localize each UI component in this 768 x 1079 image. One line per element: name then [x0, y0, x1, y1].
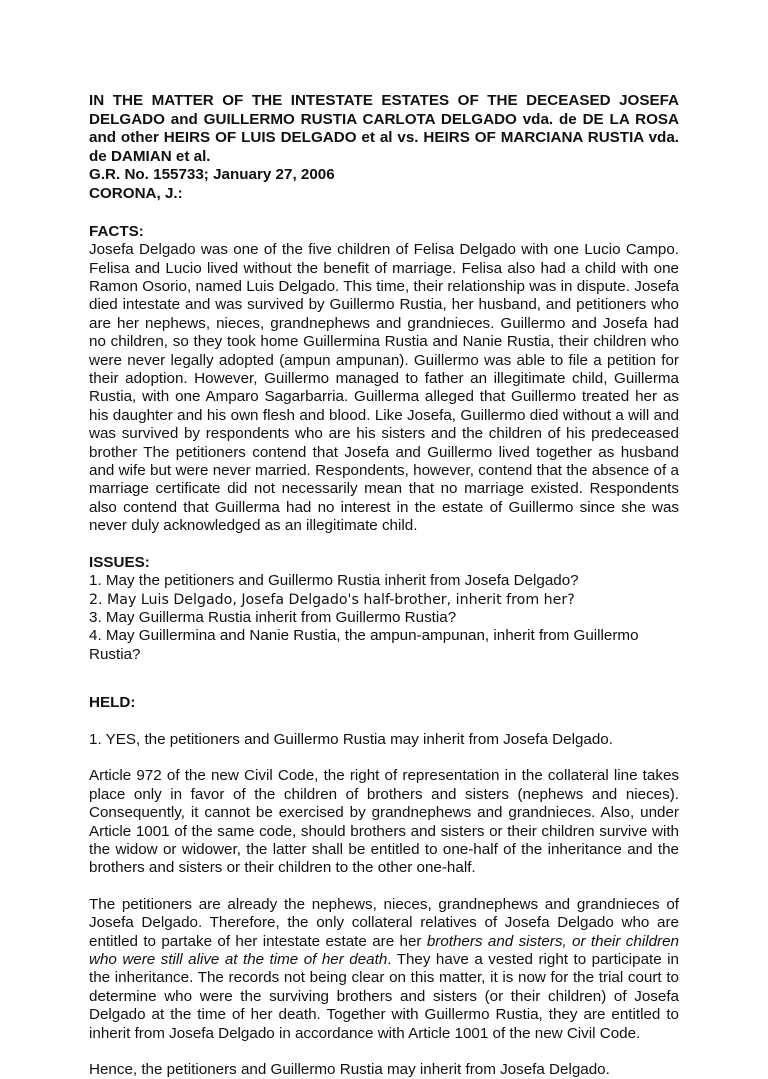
held-paragraph-2-text: The petitioners are already the nephews, nieces, grandnephews and grandnieces of Josefa Delgado. Therefore, the only collateral relatives of Josefa Delgado who are entitled to partake of her intestate estate are her	[89, 895, 679, 950]
case-title: IN THE MATTER OF THE INTESTATE ESTATES OF THE DECEASED JOSEFA DELGADO and GUILLERMO RUSTIA CARLOTA DELGADO vda. de DE LA ROSA and other HEIRS OF LUIS DELGADO et al vs. HEIRS OF MARCIANA RUSTIA vda. de DAMIAN et al.	[89, 92, 679, 165]
facts-heading: FACTS:	[89, 222, 144, 240]
ponente: CORONA, J.:	[89, 184, 183, 202]
held-answer: 1. YES, the petitioners and Guillermo Rustia may inherit from Josefa Delgado.	[89, 730, 613, 748]
issues-heading: ISSUES:	[89, 553, 150, 571]
issue-item: 4. May Guillermina and Nanie Rustia, the ampun-ampunan, inherit from Guillermo Rustia?	[89, 627, 639, 663]
issue-item: 1. May the petitioners and Guillermo Rustia inherit from Josefa Delgado?	[89, 572, 579, 590]
document-body	[89, 92, 679, 1079]
held-paragraph-2-italic: brothers and sisters, or their children who were still alive at the time of her death	[89, 932, 679, 968]
issue-item: 2. May Luis Delgado, Josefa Delgado's half-brother, inherit from her?	[89, 591, 575, 608]
issue-item: 3. May Guillerma Rustia inherit from Guillermo Rustia?	[89, 609, 457, 627]
facts-paragraph: Josefa Delgado was one of the five children of Felisa Delgado with one Lucio Campo. Felisa and Lucio lived without the benefit of marriage. Felisa also had a child with one Ramon Osorio, named Luis Delgado. This time, their relationship was in dispute. Josefa died intestate and was survived by Guillermo Rustia, her husband, and petitioners who are her nephews, nieces, grandnephews and grandnieces. Guillermo and Josefa had no children, so they took home Guillermina Rustia and Nanie Rustia, their children who were never legally adopted (ampun ampunan). Guillermo was able to file a petition for their adoption. However, Guillermo managed to father an illegitimate child, Guillerma Rustia, with one Amparo Sagarbarria. Guillerma alleged that Guillermo treated her as his daughter and his own flesh and blood. Like Josefa, Guillermo died without a will and was survived by respondents who are his sisters and the children of his predeceased brother The petitioners contend that Josefa and Guillermo lived together as husband and wife but were never married. Respondents, however, contend that the absence of a marriage certificate did not necessarily mean that no marriage existed. Respondents also contend that Guillerma had no interest in the estate of Guillermo since she was never duly acknowledged as an illegitimate child.	[89, 241, 679, 535]
held-paragraph-1: Article 972 of the new Civil Code, the right of representation in the collateral line takes place only in favor of the children of brothers and sisters (nephews and nieces). Consequently, it cannot be exercised by grandnephews and grandnieces. Also, under Article 1001 of the same code, should brothers and sisters or their children survive with the widow or widower, the latter shall be entitled to one-half of the inheritance and the brothers and sisters or their children to the other one-half.	[89, 767, 679, 877]
held-paragraph-2	[89, 896, 679, 1043]
gr-number: G.R. No. 155733; January 27, 2006	[89, 166, 335, 184]
held-conclusion: Hence, the petitioners and Guillermo Rustia may inherit from Josefa Delgado.	[89, 1060, 610, 1078]
held-heading: HELD:	[89, 694, 136, 712]
held-paragraph-2-text-cont: . They have a vested right to participate in the inheritance. The records not being clear on this matter, it is now for the trial court to determine who were the surviving brothers and sisters (or their children) of Josefa Delgado at the time of her death. Together with Guillermo Rustia, they are entitled to inherit from Josefa Delgado in accordance with Article 1001 of the new Civil Code.	[89, 950, 679, 1042]
